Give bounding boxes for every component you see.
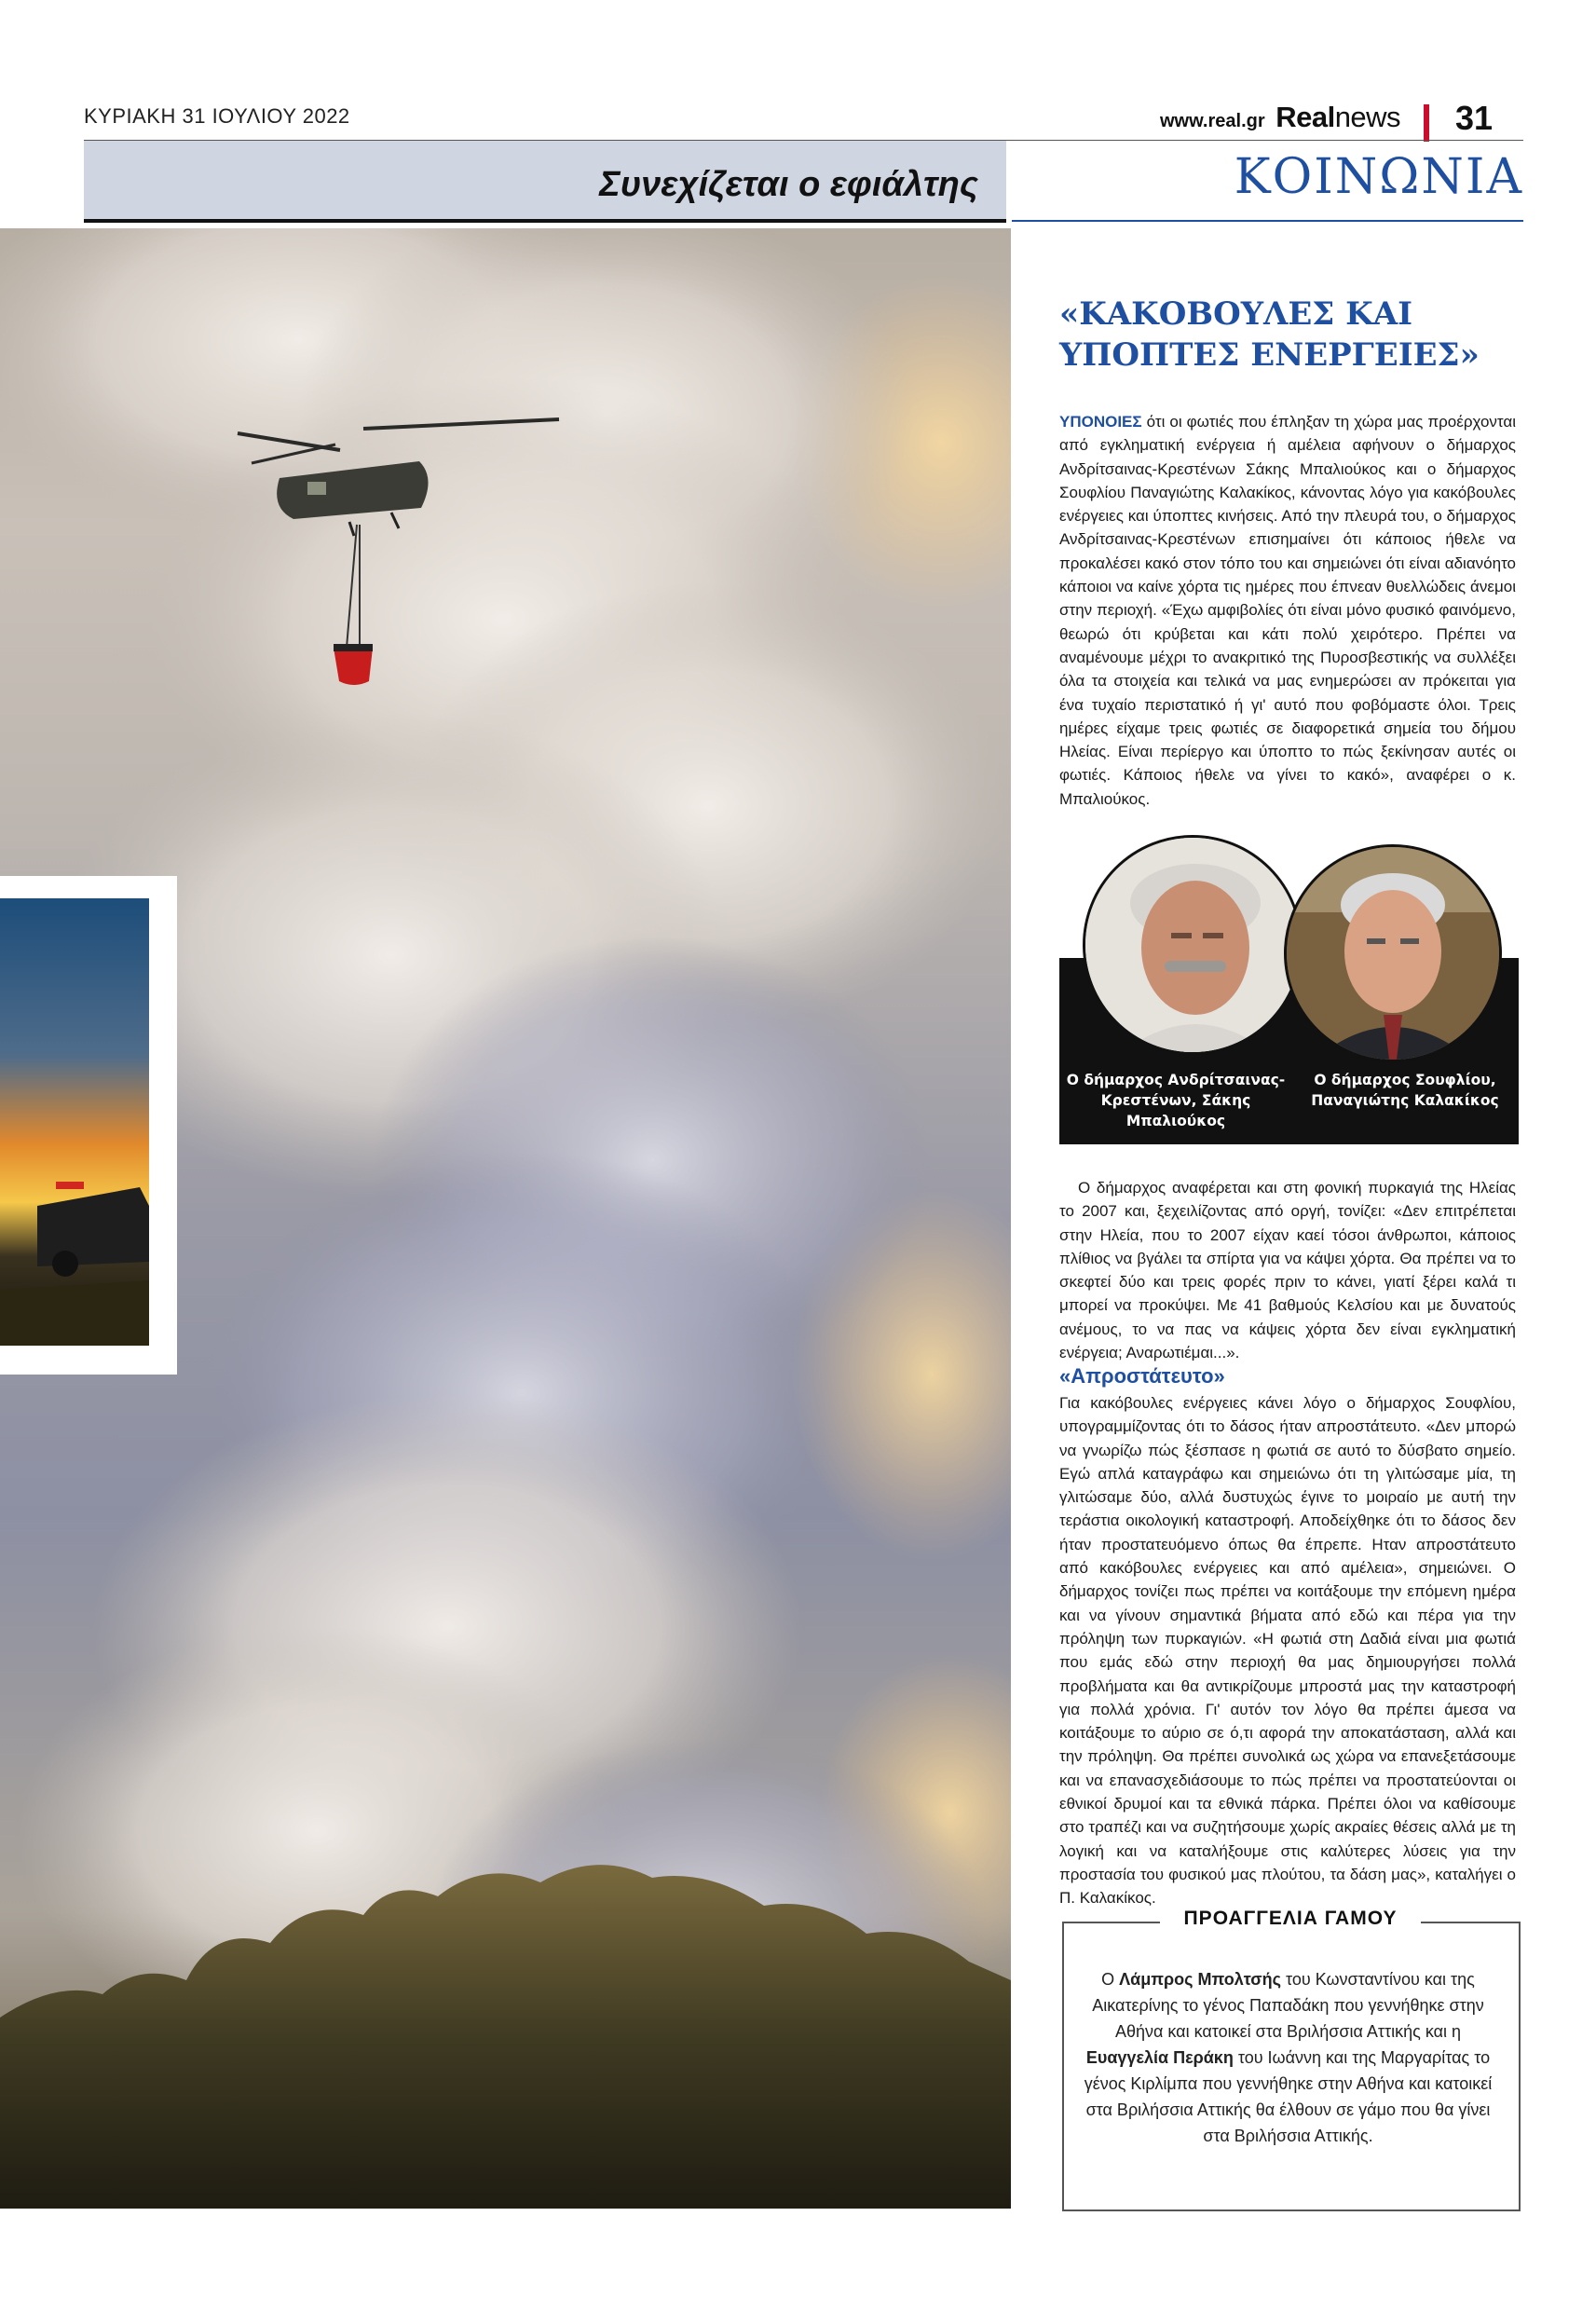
groom-name: Λάμπρος Μπολτσής [1119, 1970, 1281, 1989]
lead-kicker: ΥΠΟΝΟΙΕΣ [1059, 413, 1142, 431]
article-paragraph: Για κακόβουλες ενέργειες κάνει λόγο ο δήμαρχος Σουφλίου, υπογραμμίζοντας ότι το δάσος ήταν απροστάτευτο. «Δεν μπορώ να γνωρίζω πώς ξέσπασε η φωτιά σε αυτό το δύσβατο σημείο. Εγώ απλά καταγράφω και σημειώνω ότι τη γλιτώσαμε μία, τη γλιτώσαμε δύο, αλλά δυστυχώς έγινε το μοιραίο με αυτή την τεράστια οικολογική καταστροφή. Αποδείχθηκε ότι το δάσος δεν ήταν προστατευόμενο όπως θα έπρεπε. Ηταν απροστάτευτο από κακόβουλες ενέργειες και από αμέλεια», σημειώνει. Ο δήμαρχος τονίζει πως πρέπει να κοιτάξουμε την επόμενη ημέρα και να γίνουν σημαντικά βήματα από εδώ και πέρα για την πρόληψη των πυρκαγιών. «Η φωτιά στη Δαδιά είναι μια φωτιά που εμάς εδώ στην περιοχή θα μας δημιουργήσει πολλά προβλήματα και θα αντικρίζουμε μπροστά μας την καταστροφή για πολλά χρόνια. Γι' αυτόν τον λόγο θα πρέπει άμεσα να κοιτάξουμε το αύριο σε ό,τι αφορά την αποκατάσταση, αλλά και την πρόληψη. Θα πρέπει συνολικά ως χώρα να επανεξετάσουμε και να επανασχεδιάσουμε το πώς πρέπει να προστατεύονται οι εθνικοί δρυμοί και τα εθνικά πάρκα. Πρέπει όλοι να καθίσουμε στο τραπέζι και να συζητήσουμε χωρίς ακραίες θέσεις αλλά με τη λογική και να καταλήξουμε στις καλύτερες λύσεις για την προστασία του φυσικού μας πλούτου, τα δάση μας», καταλήγει ο Π. Καλακίκος. [1059, 1394, 1516, 1908]
slug-title: Συνεχίζεται ο εφιάλτης [599, 165, 978, 204]
brand-logo: Realnews [1275, 101, 1401, 133]
issue-date: ΚΥΡΙΑΚΗ 31 ΙΟΥΛΙΟΥ 2022 [84, 104, 350, 128]
article-lead [1059, 410, 1516, 811]
site-url[interactable]: www.real.gr [1160, 111, 1265, 131]
header-divider [1424, 104, 1429, 142]
portrait-baliokos [1083, 835, 1303, 1055]
lead-text: ότι οι φωτιές που έπληξαν τη χώρα μας προέρχονται από εγκληματική ενέργεια ή αμέλεια αφήνουν ο δήμαρχος Ανδρίτσαινας-Κρεστένων Σάκης Μπαλιούκος και ο δήμαρχος Σουφλίου Παναγιώτης Καλακίκος, κάνοντας λόγο για κακόβουλες ενέργειες και ύποπτες κινήσεις. Από την πλευρά του, ο δήμαρχος Ανδρίτσαινας-Κρεστένων επισημαίνει ότι κάποιος ήθελε να προκαλέσει κακό στον τόπο του και σημειώνει ότι είναι αδιανόητο κάποιοι να καίνε χόρτα τις ημέρες που έπνεαν θυελλώδεις άνεμοι στην περιοχή. «Έχω αμφιβολίες ότι είναι μόνο φυσικό φαινόμενο, θεωρώ ότι κρύβεται και κάτι πολύ χειρότερο. Πρέπει να αναμένουμε μέχρι το ανακριτικό της Πυροσβεστικής να συλλέξει όλα τα στοιχεία και τελικά να μας ενημερώσει αν πρόκειται για ένα τυχαίο περιστατικό ή γι' αυτό που φοβόμαστε όλοι. Τρεις ημέρες είχαμε τρεις φωτιές σε διαφορετικά σημεία του δήμου Ηλείας. Είναι περίεργο και ύποπτο το πώς ξεκίνησαν αυτές οι φωτιές. Κάποιος ήθελε να γίνει το κακό», αναφέρει ο κ. Μπαλιούκος. [1059, 413, 1516, 808]
portrait-kalakikos [1284, 844, 1502, 1062]
brand[interactable] [1160, 101, 1400, 134]
section-title: ΚΟΙΝΩΝΙΑ [1234, 149, 1523, 205]
caption-kalakikos: Ο δήμαρχος Σουφλίου, Παναγιώτης Καλακίκος [1311, 1072, 1499, 1109]
slug-band [84, 141, 1006, 221]
announcement-title: ΠΡΟΑΓΓΕΛΙΑ ΓΑΜΟΥ [1160, 1908, 1421, 1930]
article-subhead: «Απροστάτευτο» [1059, 1364, 1225, 1388]
bride-name: Ευαγγελία Περάκη [1085, 2048, 1234, 2067]
section-rule [1012, 220, 1523, 222]
fire-truck-illustration [0, 898, 149, 1346]
announcement-text: Ο Λάμπρος Μπολτσής του Κωνσταντίνου και της Αικατερίνης το γένος Παπαδάκη που γεννήθηκε στην Αθήνα και κατοικεί στα Βριλήσσια Αττικής και η Ευαγγελία Περάκη του Ιωάννη και της Μαργαρίτας το γένος Κιρλίμπα που γεννήθηκε στην Αθήνα και κατοικεί στα Βριλήσσια Αττικής θα έλθουν σε γάμο που θα γίνει στα Βριλήσσια Αττικής. [1084, 1970, 1493, 2145]
page-number: 31 [1455, 99, 1494, 137]
inset-photo [0, 898, 149, 1346]
caption-baliokos: Ο δήμαρχος Ανδρίτσαινας-Κρεστένων, Σάκης Μπαλιούκος [1066, 1072, 1286, 1129]
slug-rule [84, 219, 1006, 223]
article-headline: «ΚΑΚΟΒΟΥΛΕΣ ΚΑΙ ΥΠΟΠΤΕΣ ΕΝΕΡΓΕΙΕΣ» [1059, 295, 1480, 374]
article-paragraph: Ο δήμαρχος αναφέρεται και στη φονική πυρκαγιά της Ηλείας το 2007 και, ξεχειλίζοντας από οργή, τονίζει: «Δεν επιτρέπεται στην Ηλεία, που το 2007 είχαν καεί τόσοι άνθρωποι, κάποιος πλίθιος να βγάλει τα σπίρτα για να κάψει χόρτα. Θα πρέπει να το σκεφτεί δύο και τρεις φορές πριν το κάνει, γιατί ξέρει καλά τι μπορεί να προκύψει. Με 41 βαθμούς Κελσίου και με δυνατούς ανέμους, το να πας να κάψεις χόρτα δεν είναι εγκληματική ενέργεια; Αναρωτιέμαι...». [1059, 1179, 1516, 1362]
